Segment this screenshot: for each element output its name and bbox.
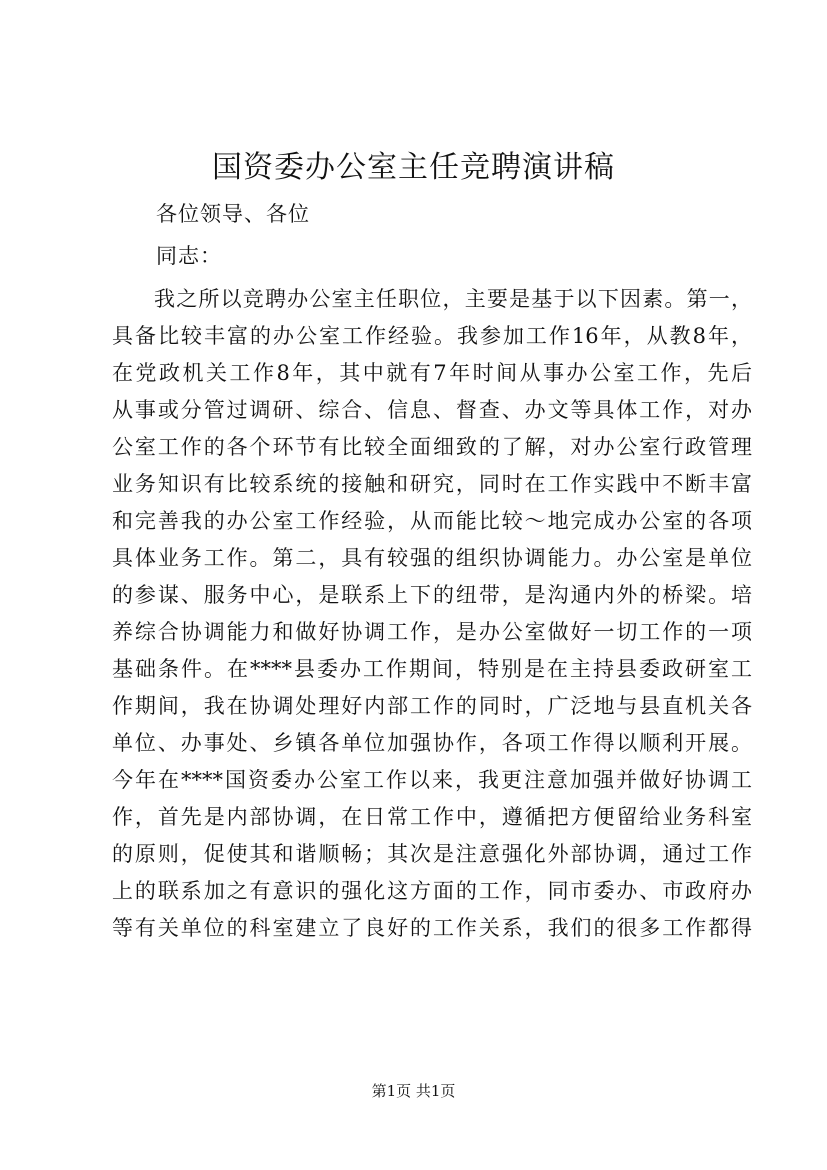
- body-line: 等有关单位的科室建立了良好的工作关系，我们的很多工作都得: [112, 916, 752, 940]
- body-line: 作，首先是内部协调，在日常工作中，遵循把方便留给业务科室: [112, 805, 752, 829]
- body-line: 业务知识有比较系统的接触和研究，同时在工作实践中不断丰富: [112, 472, 752, 496]
- body-line: 从事或分管过调研、综合、信息、督查、办文等具体工作，对办: [112, 398, 752, 422]
- speech-body: [112, 284, 752, 950]
- document-title: 国资委办公室主任竞聘演讲稿: [212, 150, 615, 185]
- body-line: 具备比较丰富的办公室工作经验。我参加工作16年，从教8年，: [112, 324, 752, 348]
- body-line: 在党政机关工作8年，其中就有7年时间从事办公室工作，先后: [112, 361, 752, 385]
- body-line: 我之所以竞聘办公室主任职位，主要是基于以下因素。第一，: [154, 287, 752, 311]
- body-line: 上的联系加之有意识的强化这方面的工作，同市委办、市政府办: [112, 879, 752, 903]
- body-line: 今年在****国资委办公室工作以来，我更注意加强并做好协调工: [112, 768, 752, 792]
- body-line: 具体业务工作。第二，具有较强的组织协调能力。办公室是单位: [112, 546, 752, 570]
- body-line: 单位、办事处、乡镇各单位加强协作，各项工作得以顺利开展。: [112, 731, 752, 755]
- body-line: 的参谋、服务中心，是联系上下的纽带，是沟通内外的桥梁。培: [112, 583, 752, 607]
- body-line: 的原则，促使其和谐顺畅；其次是注意强化外部协调，通过工作: [112, 842, 752, 866]
- body-line: 基础条件。在****县委办工作期间，特别是在主持县委政研室工: [112, 657, 752, 681]
- greeting-line-2: 同志：: [156, 244, 222, 268]
- body-line: 和完善我的办公室工作经验，从而能比较～地完成办公室的各项: [112, 509, 752, 533]
- body-line: 作期间，我在协调处理好内部工作的同时，广泛地与县直机关各: [112, 694, 752, 718]
- page-footer: 第1页 共1页: [371, 1082, 456, 1100]
- body-line: 公室工作的各个环节有比较全面细致的了解，对办公室行政管理: [112, 435, 752, 459]
- greeting-line-1: 各位领导、各位: [156, 202, 310, 226]
- body-line: 养综合协调能力和做好协调工作，是办公室做好一切工作的一项: [112, 620, 752, 644]
